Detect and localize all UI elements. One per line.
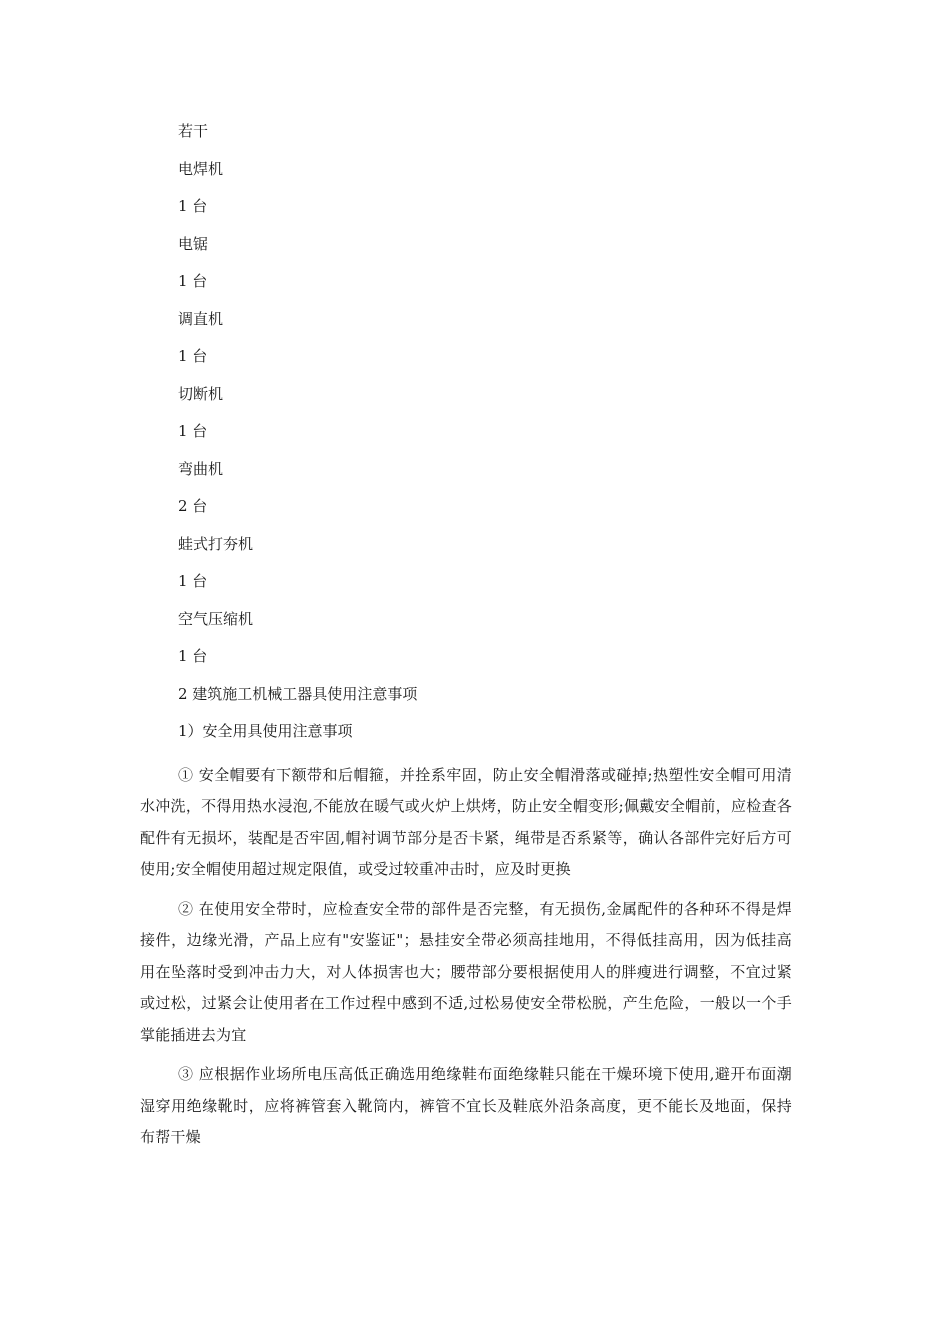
section-heading: 2 建筑施工机械工器具使用注意事项 bbox=[178, 684, 418, 703]
paragraph-insulated-shoes: ③ 应根据作业场所电压高低正确选用绝缘鞋布面绝缘鞋只能在干燥环境下使用,避开布面潮湿穿用绝缘靴时，应将裤管套入靴筒内，裤管不宜长及鞋底外沿条高度，更不能长及地面，保持布帮干燥 bbox=[140, 1065, 792, 1146]
equipment-list bbox=[178, 118, 818, 681]
paragraph-insulated-shoes-wrap bbox=[140, 1059, 792, 1154]
paragraph-helmet-wrap bbox=[140, 760, 792, 886]
paragraph-harness: ② 在使用安全带时，应检查安全带的部件是否完整，有无损伤,金属配件的各种环不得是焊接件，边缘光滑，产品上应有"安鉴证"；悬挂安全带必须高挂地用，不得低挂高用，因为低挂高用在坠落时受到冲击力大，对人体损害也大；腰带部分要根据使用人的胖瘦进行调整，不宜过紧或过松，过紧会让使用者在工作过程中感到不适,过松易使安全带松脱，产生危险，一般以一个手掌能插进去为宜 bbox=[140, 899, 792, 1044]
list-item: 1 台 bbox=[178, 647, 208, 665]
list-item: 1 台 bbox=[178, 422, 208, 440]
list-item: 空气压缩机 bbox=[178, 609, 254, 628]
list-item: 电锯 bbox=[178, 234, 209, 253]
document-body bbox=[140, 118, 818, 1162]
subsection-heading: 1）安全用具使用注意事项 bbox=[178, 722, 353, 740]
list-item: 蛙式打夯机 bbox=[178, 534, 254, 553]
list-item: 弯曲机 bbox=[178, 459, 224, 478]
list-item: 若干 bbox=[178, 122, 209, 140]
list-item: 切断机 bbox=[178, 384, 224, 403]
list-item: 1 台 bbox=[178, 197, 208, 215]
list-item: 1 台 bbox=[178, 572, 208, 590]
list-item: 调直机 bbox=[178, 309, 224, 328]
list-item: 电焊机 bbox=[178, 159, 224, 178]
list-item: 1 台 bbox=[178, 347, 208, 365]
list-item: 1 台 bbox=[178, 272, 208, 290]
list-item: 2 台 bbox=[178, 497, 208, 515]
paragraph-harness-wrap bbox=[140, 894, 792, 1052]
paragraph-helmet: ① 安全帽要有下额带和后帽箍，并拴系牢固，防止安全帽滑落或碰掉;热塑性安全帽可用清水冲洗，不得用热水浸泡,不能放在暖气或火炉上烘烤，防止安全帽变形;佩戴安全帽前，应检查各配件有无损坏，装配是否牢固,帽衬调节部分是否卡紧，绳带是否系紧等，确认各部件完好后方可使用;安全帽使用超过规定限值，或受过较重冲击时，应及时更换 bbox=[140, 765, 792, 878]
